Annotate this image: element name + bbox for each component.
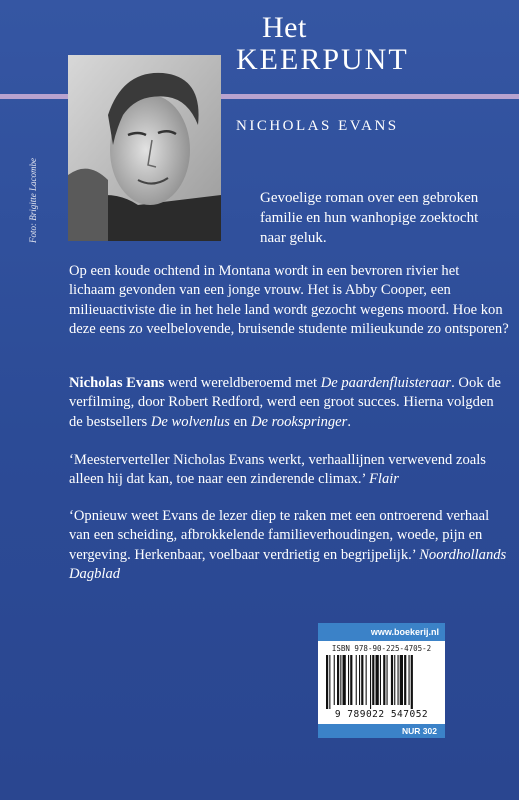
author-bio-paragraph xyxy=(69,374,509,432)
bio-book-3: De rookspringer xyxy=(251,413,348,430)
publisher-website: www.boekerij.nl xyxy=(318,623,445,641)
barcode-label xyxy=(318,623,445,738)
bio-book-1: De paardenfluisteraar xyxy=(320,375,452,391)
title-keerpunt: KEERPUNT xyxy=(236,43,409,76)
author-portrait-image xyxy=(68,55,221,241)
bio-author-name: Nicholas Evans xyxy=(69,375,165,391)
quote-source: Noordhollands Dagblad xyxy=(69,546,507,583)
tagline: Gevoelige roman over een gebroken familie en hun wanhopige zoektocht naar geluk. xyxy=(260,190,479,246)
photo-credit: Foto: Brigitte Lacombe xyxy=(28,158,38,243)
author-photo xyxy=(68,55,221,241)
quote-source: Flair xyxy=(368,471,399,488)
bio-text-1: werd wereldberoemd met xyxy=(164,375,321,391)
isbn-text: ISBN 978-90-225-4705-2 xyxy=(331,644,432,653)
nur-code: NUR 302 xyxy=(318,724,445,738)
bio-text-4: . xyxy=(347,413,351,430)
author-name: NICHOLAS EVANS xyxy=(236,118,399,134)
quote-text: ‘Meesterverteller Nicholas Evans werkt, verhaallijnen verwevend zoals alleen hij dat kan, toe naar een zinderende climax.’ xyxy=(69,452,486,488)
barcode-bars-icon xyxy=(326,655,437,709)
barcode-digits: 9 789022 547052 xyxy=(334,709,429,720)
review-quote-noordhollands xyxy=(69,507,509,585)
review-quote-flair xyxy=(69,451,509,490)
quote-text: ‘Opnieuw weet Evans de lezer diep te raken met een ontroerend verhaal van een scheiding, afbrokkelende familieverhoudingen, woede, pijn en vergeving. Herkenbaar, voelbaar verdrietig en begrijpelijk.’ xyxy=(69,508,490,563)
bio-book-2: De wolvenlus xyxy=(150,413,230,430)
title-het: Het xyxy=(262,11,307,44)
bio-text-2: . Ook de verfilming, door Robert Redford, werd een groot succes. Hierna volgden de bestsellers xyxy=(69,375,501,430)
bio-text-3: en xyxy=(229,413,251,430)
synopsis-paragraph: Op een koude ochtend in Montana wordt in een bevroren rivier het lichaam gevonden van een jonge vrouw. Het is Abby Cooper, een milieuactiviste die in het hele land wordt gezocht wegens moord. Hoe kon deze eens zo veelbelovende, bruisende studente milieukunde zo ontsporen? xyxy=(69,263,509,338)
